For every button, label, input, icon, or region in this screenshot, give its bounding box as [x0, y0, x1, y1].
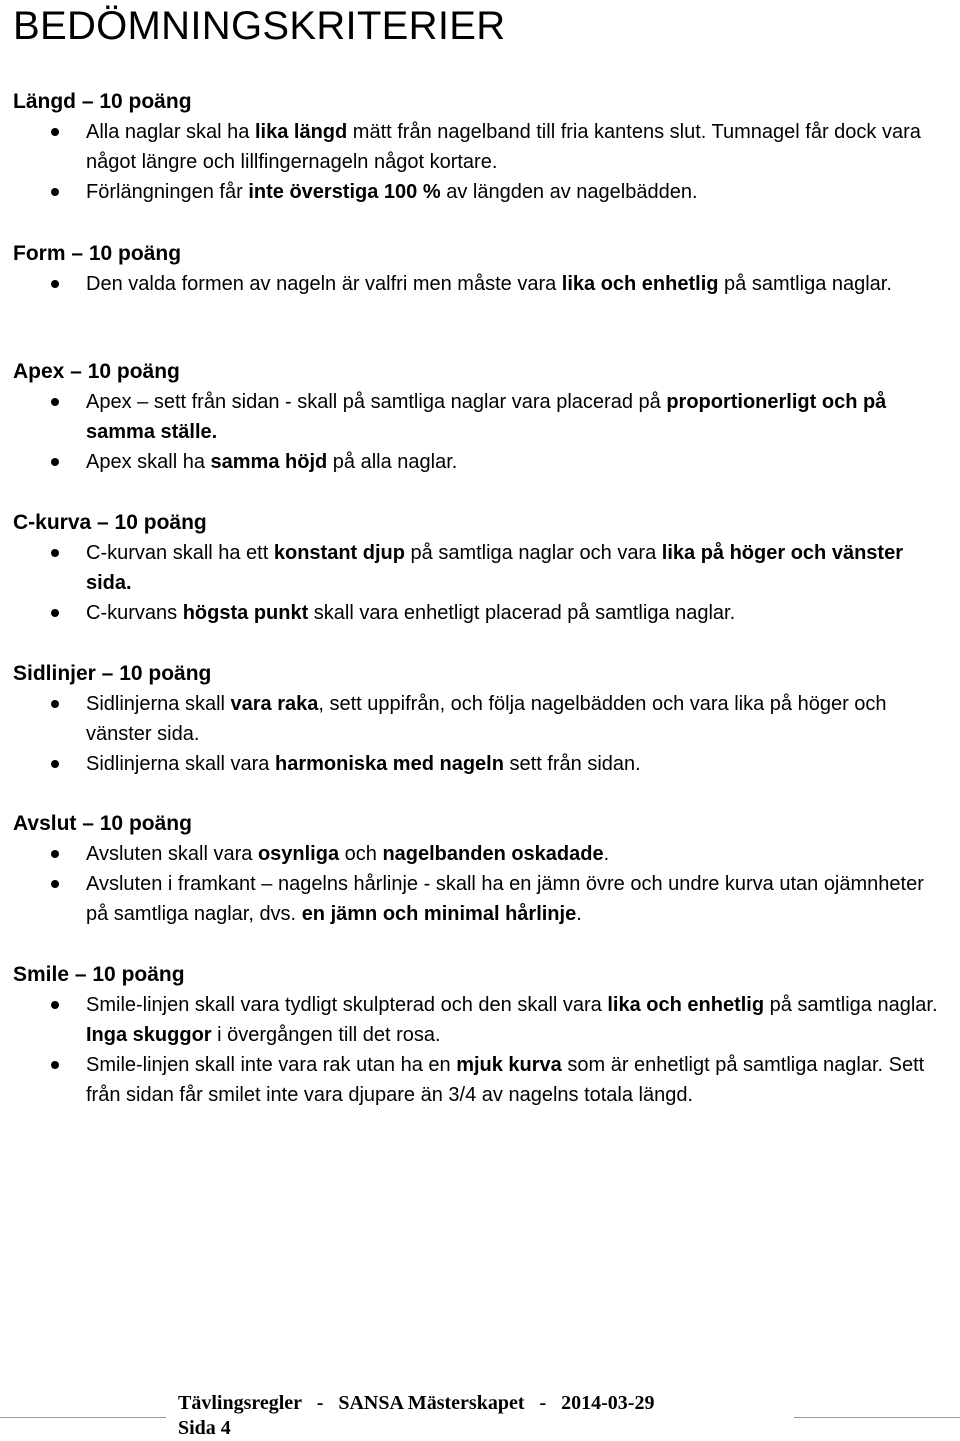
- criteria-item: [13, 269, 948, 299]
- criteria-bullets: [13, 387, 948, 477]
- emphasis-text: högsta punkt: [182, 602, 309, 624]
- body-text: på samtliga naglar.: [764, 994, 938, 1016]
- bullet-icon: [51, 760, 59, 768]
- bullet-icon: [51, 880, 59, 888]
- criteria-bullets: [13, 538, 948, 628]
- body-text: Apex skall ha: [86, 451, 211, 473]
- emphasis-text: lika längd: [254, 121, 348, 143]
- criteria-bullets: [13, 990, 948, 1110]
- body-text: på samtliga naglar och vara: [404, 542, 662, 564]
- criteria-item: [13, 990, 948, 1050]
- emphasis-text: en jämn och minimal hårlinje: [301, 903, 577, 925]
- body-text: på alla naglar.: [327, 451, 458, 473]
- bullet-icon: [51, 1061, 59, 1069]
- bullet-icon: [51, 128, 59, 136]
- body-text: skall vara enhetligt placerad på samtliga naglar.: [308, 602, 736, 624]
- body-text: C-kurvans: [86, 602, 183, 624]
- bullet-icon: [51, 1001, 59, 1009]
- criteria-item: [13, 177, 948, 207]
- section-heading: C-kurva – 10 poäng: [13, 511, 207, 534]
- criteria-item: [13, 749, 948, 779]
- criteria-section: [13, 960, 948, 1110]
- body-text: Apex – sett från sidan - skall på samtliga naglar vara placerad på: [86, 391, 667, 413]
- section-heading: Smile – 10 poäng: [13, 963, 185, 986]
- criteria-section: [13, 87, 948, 207]
- criteria-item: [13, 117, 948, 177]
- section-heading: Sidlinjer – 10 poäng: [13, 662, 212, 685]
- emphasis-text: lika och enhetlig: [607, 994, 765, 1016]
- criteria-bullets: [13, 689, 948, 779]
- footer-line-1: Tävlingsregler - SANSA Mästerskapet - 2014-03-29: [178, 1392, 655, 1414]
- criteria-section: [13, 239, 948, 299]
- body-text: Den valda formen av nageln är valfri men måste vara: [86, 273, 562, 295]
- bullet-icon: [51, 280, 59, 288]
- body-text: Avsluten skall vara: [86, 843, 258, 865]
- criteria-item: [13, 447, 948, 477]
- emphasis-text: proportionerligt och på samma ställe.: [86, 391, 887, 443]
- body-text: Förlängningen får: [86, 181, 249, 203]
- body-text: mätt från nagelband till fria kantens slut. Tumnagel får dock vara något längre och lillfingernageln något kortare.: [86, 121, 921, 173]
- criteria-item: [13, 538, 948, 598]
- bullet-icon: [51, 398, 59, 406]
- emphasis-text: inte överstiga 100 %: [248, 181, 441, 203]
- criteria-item: [13, 598, 948, 628]
- body-text: i övergången till det rosa.: [211, 1024, 441, 1046]
- criteria-section: [13, 357, 948, 477]
- body-text: på samtliga naglar.: [718, 273, 892, 295]
- body-text: Smile-linjen skall vara tydligt skulpterad och den skall vara: [86, 994, 608, 1016]
- section-heading: Apex – 10 poäng: [13, 360, 180, 383]
- body-text: .: [603, 843, 610, 865]
- footer-page-number: Sida 4: [178, 1417, 231, 1439]
- body-text: Alla naglar skal ha: [86, 121, 255, 143]
- emphasis-text: mjuk kurva: [456, 1054, 562, 1076]
- emphasis-text: Inga skuggor: [86, 1024, 212, 1046]
- bullet-icon: [51, 700, 59, 708]
- criteria-section: [13, 659, 948, 779]
- emphasis-text: samma höjd: [210, 451, 328, 473]
- criteria-item: [13, 689, 948, 749]
- criteria-bullets: [13, 839, 948, 929]
- criteria-section: [13, 508, 948, 628]
- body-text: och: [339, 843, 383, 865]
- emphasis-text: nagelbanden oskadade: [382, 843, 604, 865]
- page-title: BEDÖMNINGSKRITERIER: [13, 4, 506, 48]
- criteria-item: [13, 387, 948, 447]
- criteria-item: [13, 839, 948, 869]
- criteria-item: [13, 1050, 948, 1110]
- bullet-icon: [51, 850, 59, 858]
- criteria-section: [13, 809, 948, 929]
- body-text: sett från sidan.: [503, 753, 641, 775]
- bullet-icon: [51, 549, 59, 557]
- body-text: Sidlinjerna skall vara: [86, 753, 275, 775]
- body-text: av längden av nagelbädden.: [440, 181, 698, 203]
- body-text: Sidlinjerna skall: [86, 693, 231, 715]
- footer-text: [178, 1391, 654, 1441]
- footer-rule-left: [0, 1417, 166, 1418]
- body-text: .: [576, 903, 582, 925]
- page-footer: [0, 1389, 960, 1439]
- criteria-item: [13, 869, 948, 929]
- footer-rule-right: [794, 1417, 960, 1418]
- emphasis-text: vara raka: [230, 693, 319, 715]
- bullet-icon: [51, 188, 59, 196]
- bullet-icon: [51, 609, 59, 617]
- criteria-bullets: [13, 269, 948, 299]
- emphasis-text: lika på höger och vänster sida.: [86, 542, 903, 594]
- emphasis-text: harmoniska med nageln: [274, 753, 504, 775]
- emphasis-text: konstant djup: [273, 542, 405, 564]
- body-text: Smile-linjen skall inte vara rak utan ha en: [86, 1054, 457, 1076]
- bullet-icon: [51, 458, 59, 466]
- criteria-bullets: [13, 117, 948, 207]
- body-text: , sett uppifrån, och följa nagelbädden och vara lika på höger och vänster sida.: [86, 693, 887, 745]
- body-text: Avsluten i framkant – nagelns hårlinje - skall ha en jämn övre och undre kurva utan ojämnheter på samtliga naglar, dvs.: [86, 873, 924, 925]
- emphasis-text: osynliga: [257, 843, 340, 865]
- body-text: C-kurvan skall ha ett: [86, 542, 274, 564]
- body-text: som är enhetligt på samtliga naglar. Sett från sidan får smilet inte vara djupare än 3/4 av nagelns totala längd.: [86, 1054, 925, 1106]
- emphasis-text: lika och enhetlig: [561, 273, 719, 295]
- section-heading: Längd – 10 poäng: [13, 90, 192, 113]
- section-heading: Form – 10 poäng: [13, 242, 182, 265]
- section-heading: Avslut – 10 poäng: [13, 812, 192, 835]
